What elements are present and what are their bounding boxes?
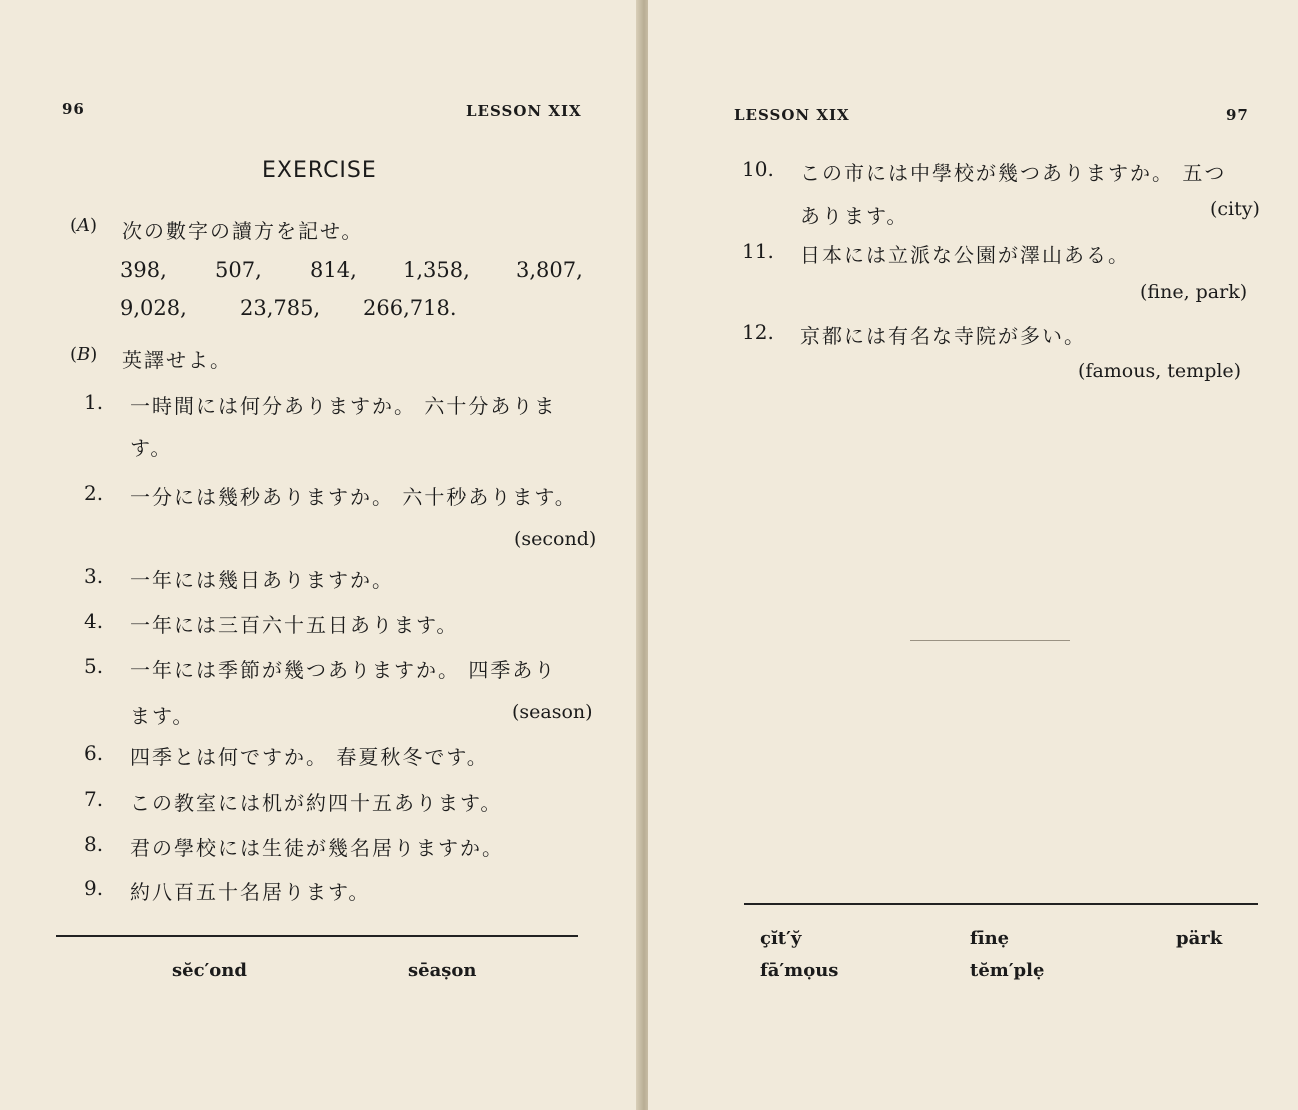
number-cell: 814, [310,258,357,282]
item-text: 四季とは何ですか。 春夏秋冬です。 [130,745,489,769]
footnote-divider [744,903,1258,905]
number-cell: 507, [215,258,262,282]
item-number: 12. [742,320,774,344]
running-head: LESSON XIX [466,102,582,120]
running-head: LESSON XIX [734,106,850,124]
item-number: 8. [84,832,104,856]
exercise-title: EXERCISE [262,158,377,183]
section-a-marker: (A) [70,215,98,236]
pronunciation-word: pärk [1176,928,1223,949]
item-number: 3. [84,564,104,588]
item-number: 11. [742,239,774,263]
item-text: この教室には机が約四十五あります。 [130,791,503,815]
item-text-continued: あります。 [800,204,909,228]
section-b-marker: (B) [70,344,98,365]
item-text: この市には中學校が幾つありますか。 五つ [800,161,1227,185]
item-number: 6. [84,741,104,765]
vocab-hint: (city) [1210,198,1260,220]
item-number: 7. [84,787,104,811]
number-cell: 266,718. [363,296,457,320]
pronunciation-word: sĕc′ond [172,960,247,981]
pronunciation-word: çĭt′y̆ [760,928,802,949]
item-text-continued: ます。 [130,704,195,728]
item-number: 1. [84,390,104,414]
vocab-hint: (fine, park) [1140,281,1248,303]
item-number: 10. [742,157,774,181]
pronunciation-word: tĕm′plẹ [970,960,1045,981]
item-text: 京都には有名な寺院が多い。 [800,324,1086,348]
item-text: 一時間には何分ありますか。 六十分ありま [130,394,557,418]
item-text: 一年には幾日ありますか。 [130,568,394,592]
item-text: 一年には三百六十五日あります。 [130,613,459,637]
vocab-hint: (second) [514,528,597,550]
pronunciation-word: sēaṣon [408,960,477,981]
item-number: 4. [84,609,104,633]
section-b-instruction: 英譯せよ。 [122,348,232,372]
item-text: 約八百五十名居ります。 [130,880,371,904]
vocab-hint: (season) [512,701,593,723]
left-page [0,0,640,1110]
item-number: 2. [84,481,104,505]
item-text-continued: す。 [130,436,173,460]
number-cell: 1,358, [403,258,470,282]
page-number: 96 [62,100,85,118]
item-text: 日本には立派な公園が澤山ある。 [800,243,1130,267]
section-end-rule [910,640,1070,641]
right-page [648,0,1298,1110]
item-text: 君の學校には生徒が幾名居りますか。 [130,836,504,860]
number-cell: 398, [120,258,167,282]
footnote-divider [56,935,578,937]
item-text: 一年には季節が幾つありますか。 四季あり [130,658,557,682]
pronunciation-word: fā′mọus [760,960,839,981]
vocab-hint: (famous, temple) [1078,360,1242,382]
item-number: 5. [84,654,104,678]
item-number: 9. [84,876,104,900]
pronunciation-word: fīnẹ [970,928,1010,949]
number-cell: 9,028, [120,296,187,320]
page-number: 97 [1226,106,1249,124]
number-cell: 3,807, [516,258,583,282]
number-cell: 23,785, [240,296,321,320]
item-text: 一分には幾秒ありますか。 六十秒あります。 [130,485,577,509]
section-a-instruction: 次の數字の讀方を記せ。 [122,219,364,243]
